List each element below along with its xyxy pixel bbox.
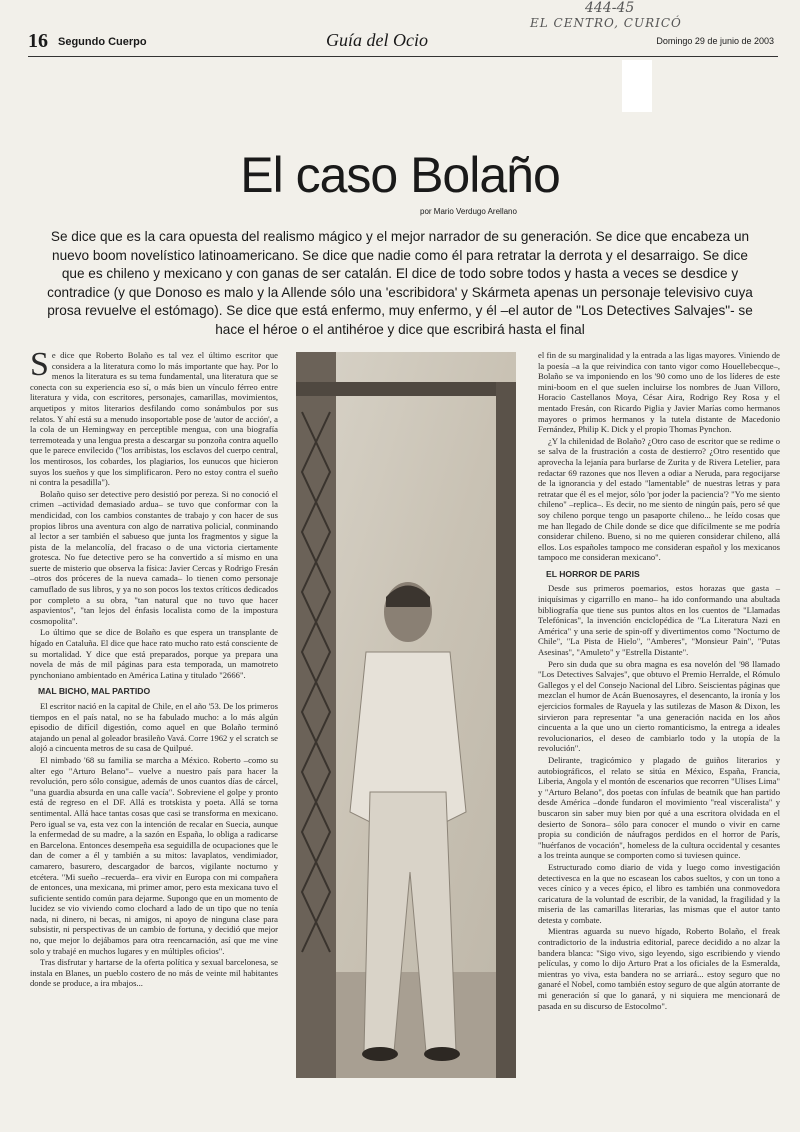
byline: por Mario Verdugo Arellano (420, 207, 517, 216)
author-photo (296, 352, 516, 1078)
lead-paragraph: Se dice que es la cara opuesta del realismo mágico y el mejor narrador de su generación. Se dice que encabeza un nuevo boom novelístico latinoamericano. Se dice que nadie como él para retratar la derrota y el desarraigo. Se dice que es chileno y mexicano y con ganas de ser catalán. El dice de todo sobre todos y hasta a veces se desdice y contradice (y que Donoso es malo y la Allende sólo una 'escribidora' y Skármeta apenas un personaje televisivo cuya prosa revuelve el estómago). Se dice que está enfermo, muy enfermo, y él –el autor de "Los Detectives Salvajes"- se hace el héroe o el antihéroe y dice que escribirá hasta el final (47, 229, 753, 337)
body-paragraph: Mientras aguarda su nuevo hígado, Roberto Bolaño, el freak contradictorio de la industria editorial, parece decidido a no alzar la bandera blanca: "Sigo vivo, sigo leyendo, sigo escribiendo y viendo películas, y como lo dijo Arturo Prat a los oficiales de la Esmeralda, mientras yo viva, esta bandera no se arriará... estoy seguro que no ganaré el Nobel, como también estoy seguro de que algún atorrante de mi generación sí que lo ganará, y ni siquiera me mencionará de pasada en su discurso de Estocolmo". (538, 926, 780, 1011)
left-column (30, 346, 278, 990)
photo-illustration (296, 352, 516, 1078)
right-column (538, 350, 780, 1012)
body-paragraph: ¿Y la chilenidad de Bolaño? ¿Otro caso de escritor que se redime o se salva de la frustración a costa de destierro? ¿Otro resentido que aprovecha la lejanía para burlarse de Zurita y de Rivera Letelier, para redactar 69 razones que nos lleven a odiar a Neruda, para regocijarse de la ignorancia y del estado "lamentable" de nuestras letras y para retratar que él es el mejor, sólo 'por joder la paciencia'? "Yo me siento chileno" –replica–. Es decir, no me siento de ningún país, pero sé que soy chileno porque tengo un pasaporte chileno... he leído cosas que me han llegado de Chile donde se dice que difícilmente se me podría considerar chileno. Bueno, si no me quieren considerar chileno, allá ellos. Los españoles tampoco me consideran español y los mexicanos tampoco me consideran mexicano". (538, 435, 780, 563)
handwritten-note: 444-45 (585, 0, 635, 16)
body-paragraph: Bolaño quiso ser detective pero desistió por pereza. Si no conoció el crimen –actividad demasiado ardua– se tuvo que conformar con la mendicidad, con los cambios constantes de trabajo y con hacer de sus propios libros una aventura con algo de narrativa policial, conminando al lector a ser también el sabueso que junta los fragmentos y sigue la pista de la melancolía, del fracaso o de una victoria ciertamente grotesca. No fue detective pero se ha convertido a sí mismo en una suerte de misterio que observa la física: Javier Cercas y Rodrigo Fresán –otros dos próceres de la nueva camada– lo tienen como personaje camuflado de sus libros, y ya no son pocos los textos críticos dedicados por completo a su obra, "tan natural que no tuvo que hacer aspavientos", "tan lejos del énfasis localista como de la impostura cosmopolita". (30, 488, 278, 626)
page-number: 16 (28, 30, 48, 52)
article-title: El caso Bolaño (240, 147, 560, 203)
section-name: Segundo Cuerpo (58, 36, 147, 48)
guide-title: Guía del Ocio (326, 30, 428, 50)
body-paragraph: El nimbado '68 su familia se marcha a México. Roberto –como su alter ego "Arturo Belano"– vuelve a nuestro país para hacer la revolución, pero sólo consigue, además de unos cuantos días de cárcel, "una guardia absurda en una calle vacía". Sobreviene el golpe y pronto está de regreso en el DF. Allá es trotskista y poeta. Allá se torna sentimental. Allá hace tantas cosas que casi se transforma en mexicano. Pero igual se va, esta vez con la intención de recalar en Suecia, aunque la enfermedad de su madre, a la sazón en España, lo obliga a radicarse en Barcelona. Entonces desempeña esa seguidilla de ocupaciones que le dan de comer a él y también a su mitos: lavaplatos, vendimiador, camarero, basurero, descargador de barcos, vigilante nocturno y etcétera. "Mi sueño –recuerda– era vivir en Europa con mi compañera de entonces, una mexicana, mi primer amor, pero esta mexicana tuvo el suficiente sentido común para dejarme. Supongo que en un momento de lucidez se vio viviendo como clochard a lado de un tipo que no tenía nada, ni dinero, ni becas, ni amigos, ni apoyo de ninguna clase para subsistir, ni perspectivas de un cambio de fortuna, y decidió que mejor no, que mejor lo dejábamos para otra reencarnación, así que me vine solo y trabajé en muchos lugares y en múltiples oficios". (30, 754, 278, 956)
white-patch (622, 60, 652, 112)
subheading: EL HORROR DE PARIS (546, 568, 640, 579)
subheading: MAL BICHO, MAL PARTIDO (38, 686, 151, 697)
body-paragraph (30, 346, 278, 488)
drop-cap: S (30, 346, 49, 383)
body-paragraph: Tras disfrutar y hartarse de la oferta política y sexual barcelonesa, se instala en Blanes, un pueblo costero de no más de veinte mil habitantes donde se produce, a ira mbajos... (30, 957, 278, 989)
body-paragraph: Pero sin duda que su obra magna es esa novelón del '98 llamado "Los Detectives Salvajes", que obtuvo el Premio Herralde, el Rómulo Gallegos y el del Consejo Nacional del Libro. Seiscientas páginas que mezclan el humor de Acán Buenosayres, el desencanto, la ironía y los ejercicios formales de Rayuela y las sutilezas de Mason & Dixon, les sirvieron para representar "a una generación nacida en los años cincuenta a la que uno un cierto romanticismo, la entrega a ideales revolucionarios, el deseo de cambiarlo todo y la utopía de la revolución". (538, 658, 780, 754)
paragraph-text: e dice que Roberto Bolaño es tal vez el último escritor que considera a la literatura como lo más importante que hay. Por lo menos la literatura es su tema fundamental, una literatura que se conecta con su experiencia eso sí, o más bien un vínculo férreo entre literatura y vida, con escritores, personajes, camarillas, movimientos, arquetipos y mitos literarios desfilando como sonámbulos por sus relatos. Y ahí está su a menudo insoportable pose de 'autor de acción', a la cola de un Hemingway en perceptible mengua, con una biografía terremoteada y una lengua presta a descargar su ponzoña contra aquello que le parece envilecido ("los arribistas, los esclavos del cuerpo central, los mentirosos, los cobardes, los plagiarios, los eunucos que hicieron suyos los sueños y que los simplificaron. Pero no estoy contra el sueño ni contra la pesadilla"). (30, 350, 278, 488)
body-paragraph: Lo último que se dice de Bolaño es que espera un transplante de hígado en Cataluña. El dice que hace rato mucho rato está consciente de su mortalidad. Y dice que está preparados, porque ya prepara una novela de más de mil páginas para esta temporada, un mamotreto pynchoniano ambientado en América Latina y titulado "2666". (30, 627, 278, 680)
body-paragraph: Desde sus primeros poemarios, estos horazas que gasta –iniquísimas y cigarrillo en mano– ha ido conformando una abultada bibliografía que tiene sus puntos altos en los cuentos de "Llamadas Telefónicas", la invención enciclopédica de "La Literatura Nazi en América" y una serie de spin-off y divertimentos como "Nocturno de Chile", "La Pista de Hielo", "Amberes", "Monsieur Pain", "Putas Asesinas", "Amuleto" y "Estrella Distante". (538, 583, 780, 658)
dateline: Domingo 29 de junio de 2003 (656, 36, 774, 46)
handwritten-source: EL CENTRO, CURICÓ (530, 16, 682, 30)
page-header (28, 30, 778, 57)
body-paragraph: el fin de su marginalidad y la entrada a las ligas mayores. Viniendo de la poesía –a la que reivindica con tanto vigor como Houellebecque–, Bolaño se va imponiendo en los '90 como uno de los líderes de este mini-boom en el que suelen incluirse los nombres de Juan Villoro, Horacio Castellanos Moya, César Aira, Rodrigo Rey Rosa y el mentado Fresán, con Ricardo Piglia y Javier Marías como hermanos mayores o primos hermanos y la tutela distante de Macedonio Fernández, Philip K. Dick y el propio Thomas Pynchon. (538, 350, 780, 435)
body-paragraph: Estructurado como diario de vida y luego como investigación detectivesca en la que no escasean los cabos sueltos, y con un tono a veces cínico y a veces épico, el libro es también una conmovedora caricatura de la voluntad de escribir, de la vanidad, la fragilidad y la miseria de las camarillas literarias, las mismas que el autor tanto detesta y combate. (538, 861, 780, 925)
body-paragraph: El escritor nació en la capital de Chile, en el año '53. De los primeros tiempos en el país natal, no se ha fabulado mucho: a lo más algún episodio de difícil digestión, como aquel en que Bolaño terminó atajando un penal al goleador brasileño Vavá. Corre 1962 y el scratch se alojó a cincuenta metros de su casa de Quilpué. (30, 701, 278, 754)
body-paragraph: Delirante, tragicómico y plagado de guiños literarios y autobiográficos, el relato se sitúa en México, España, Francia, Liberia, Angola y el montón de escenarios que recorren "Ulises Lima" y "Arturo Belano", dos poetas con ínfulas de beatnik que han partido desde América –donde fundaron el movimiento "real visceralista" y buscaron sin saber muy bien por qué a una escritora olvidada en el desierto de Sonora– sólo para conocer el mundo o vivir en carne propia su condición de náufragos perdidos en el horror de París, "huérfanos de vocación", homeless de la cultura occidental y cesantes a los treinta aunque se comporten como si tuviesen quince. (538, 754, 780, 861)
